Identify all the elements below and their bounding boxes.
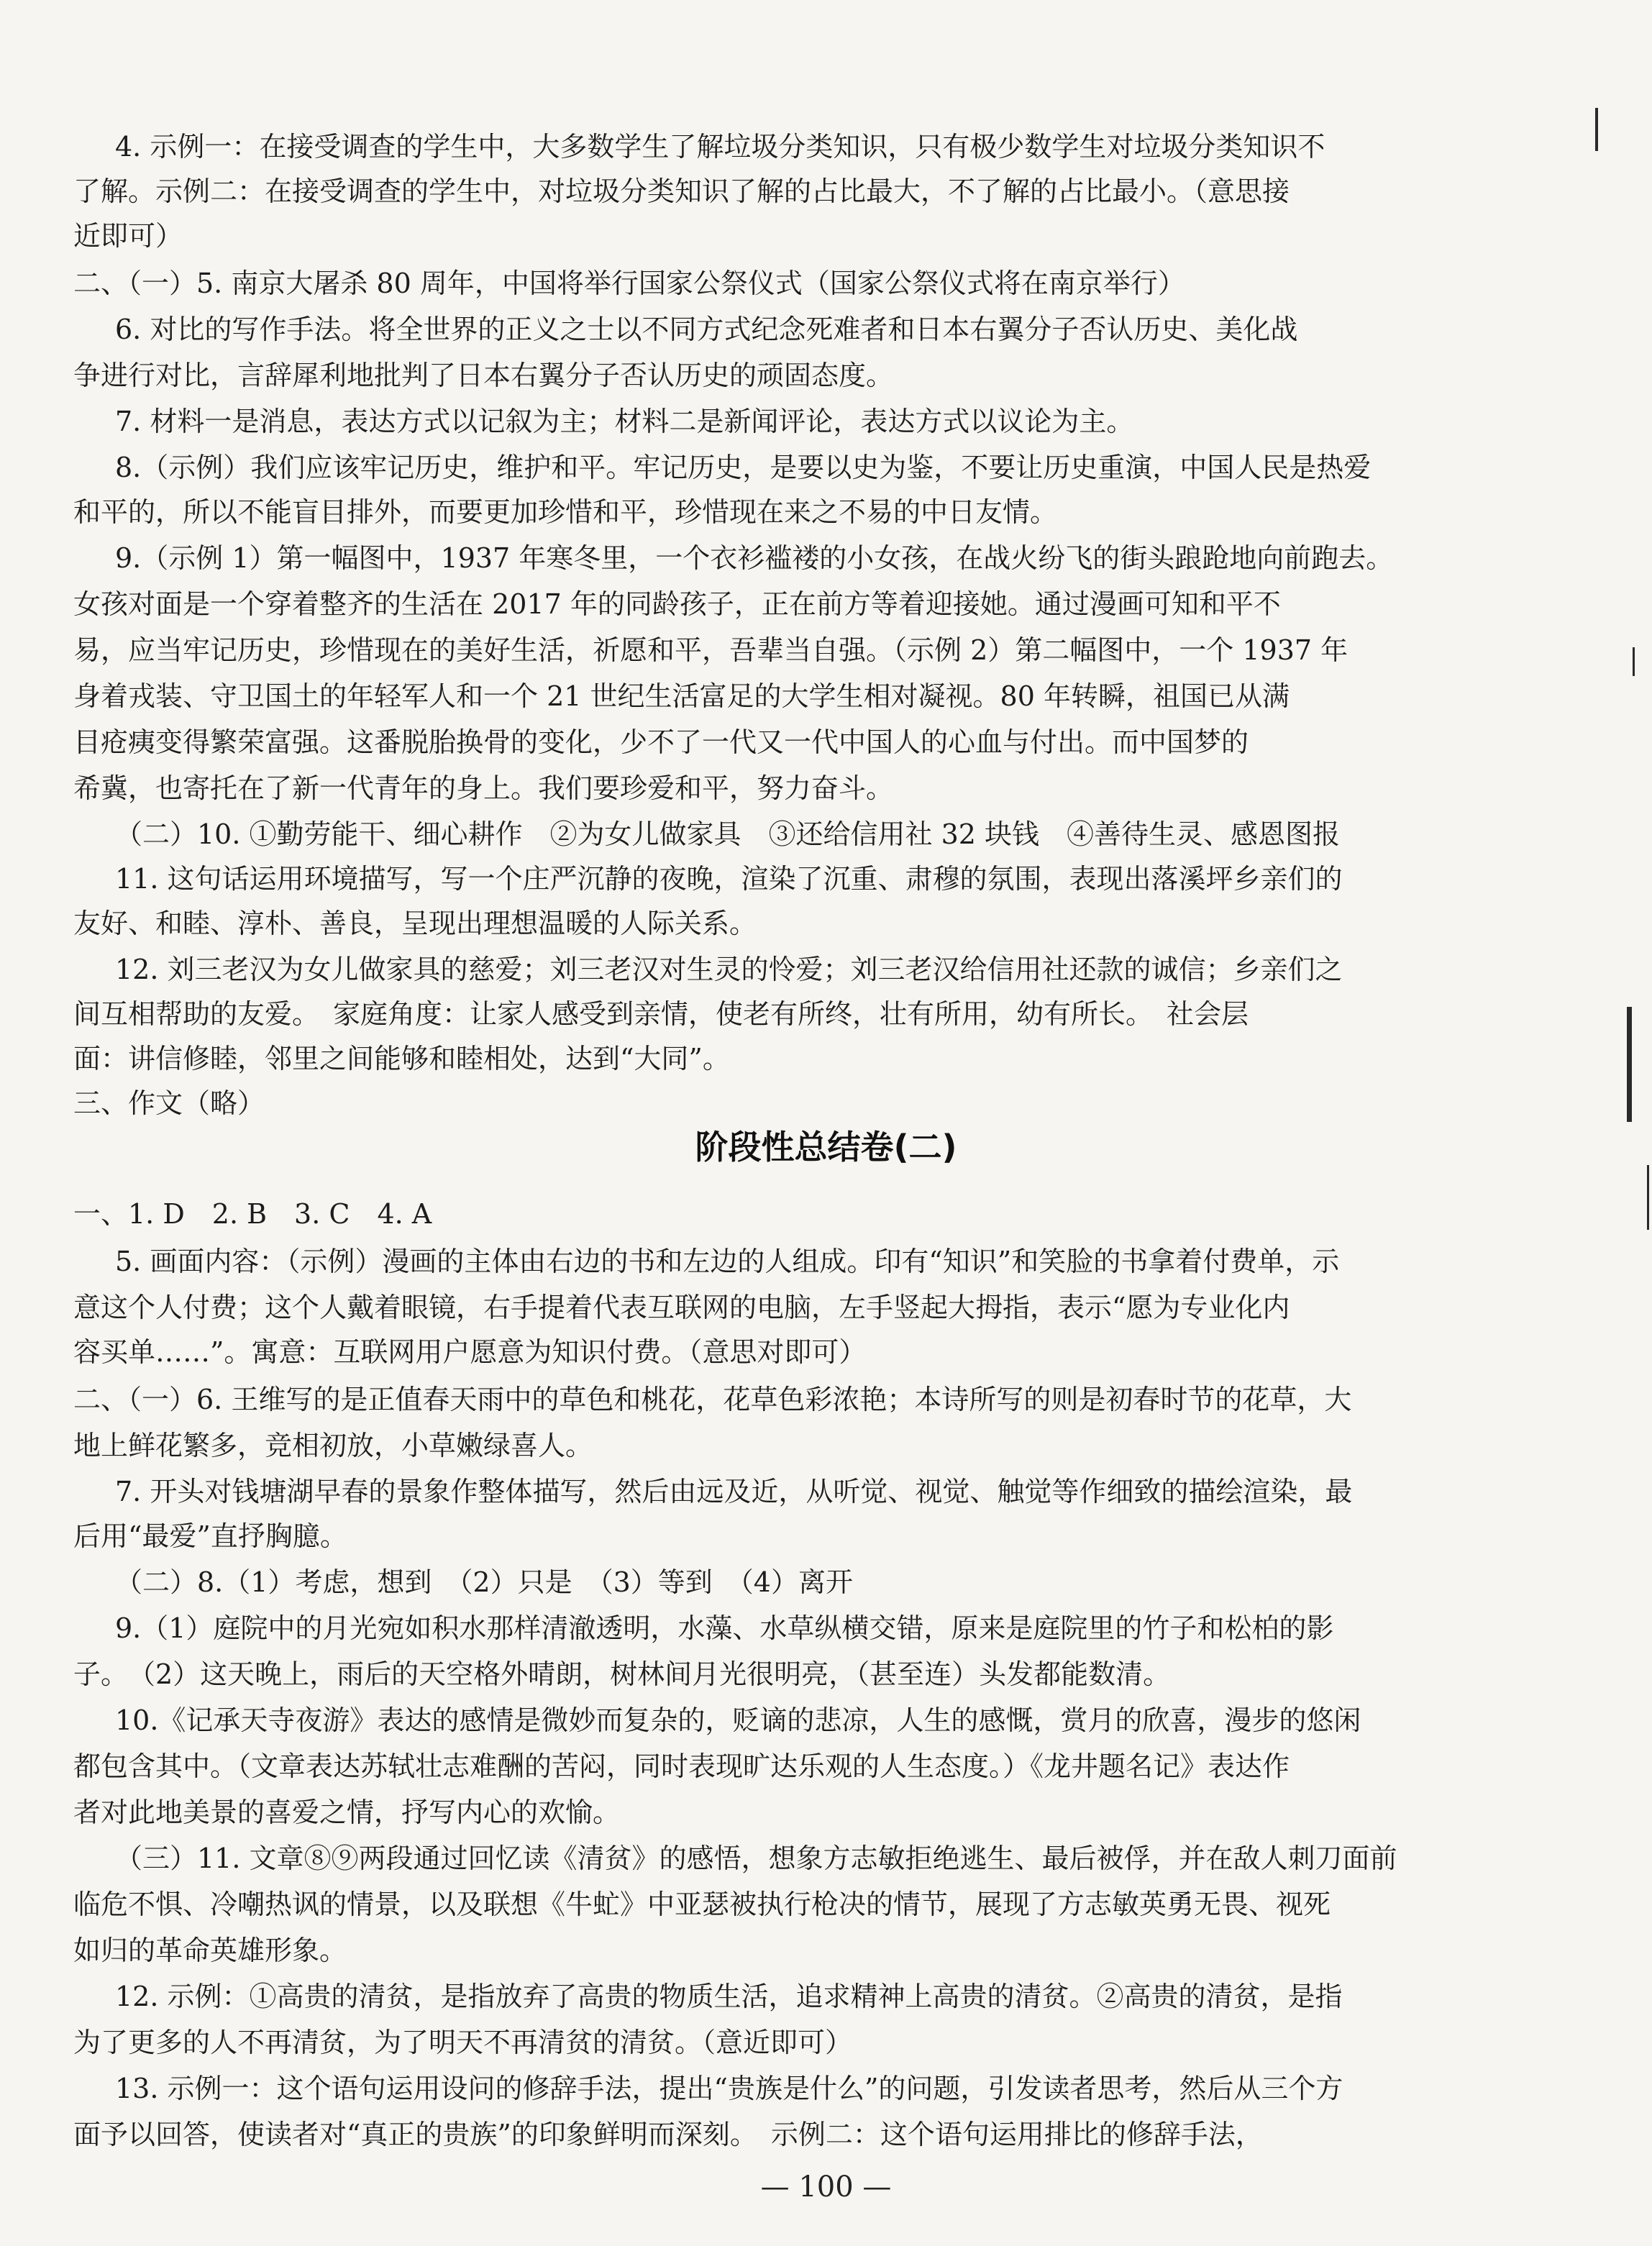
answer-line: 9.（1）庭院中的月光宛如积水那样清澈透明，水藻、水草纵横交错，原来是庭院里的竹子和松柏的影 xyxy=(115,1612,1334,1644)
answer-line: 二、（一）5. 南京大屠杀 80 周年，中国将举行国家公祭仪式（国家公祭仪式将在南京举行） xyxy=(73,268,1185,299)
answer-line: 了解。示例二：在接受调查的学生中，对垃圾分类知识了解的占比最大，不了解的占比最小。（意思接 xyxy=(73,175,1290,207)
answer-line: （二）8.（1）考虑，想到 （2）只是 （3）等到 （4）离开 xyxy=(115,1566,853,1598)
answer-line: 10.《记承天寺夜游》表达的感情是微妙而复杂的，贬谪的悲凉，人生的感慨，赏月的欣喜，漫步的悠闲 xyxy=(115,1704,1361,1736)
answer-line: 4. 示例一：在接受调查的学生中，大多数学生了解垃圾分类知识，只有极少数学生对垃圾分类知识不 xyxy=(115,131,1325,163)
answer-line: 近即可） xyxy=(73,220,183,252)
answer-line: 争进行对比，言辞犀利地批判了日本右翼分子否认历史的顽固态度。 xyxy=(73,360,894,391)
answer-line: 11. 这句话运用环境描写，写一个庄严沉静的夜晚，渲染了沉重、肃穆的氛围，表现出落溪坪乡亲们的 xyxy=(115,863,1343,895)
page-number: — 100 — xyxy=(760,2170,892,2204)
answer-line: 和平的，所以不能盲目排外，而要更加珍惜和平，珍惜现在来之不易的中日友情。 xyxy=(73,496,1058,528)
answer-line: 希冀，也寄托在了新一代青年的身上。我们要珍爱和平，努力奋斗。 xyxy=(73,772,894,804)
answer-line: 易，应当牢记历史，珍惜现在的美好生活，祈愿和平，吾辈当自强。（示例 2）第二幅图中，一个 1937 年 xyxy=(73,634,1348,666)
answer-line: 13. 示例一：这个语句运用设问的修辞手法，提出“贵族是什么”的问题，引发读者思考，然后从三个方 xyxy=(115,2073,1343,2104)
answer-line: 12. 示例：①高贵的清贫，是指放弃了高贵的物质生活，追求精神上高贵的清贫。②高贵的清贫，是指 xyxy=(115,1981,1343,2012)
answer-line: 三、作文（略） xyxy=(73,1087,265,1119)
answer-line: 9.（示例 1）第一幅图中，1937 年寒冬里，一个衣衫褴褛的小女孩，在战火纷飞的街头踉跄地向前跑去。 xyxy=(115,542,1394,574)
answer-line: 二、（一）6. 王维写的是正值春天雨中的草色和桃花，花草色彩浓艳；本诗所写的则是初春时节的花草，大 xyxy=(73,1384,1352,1415)
answer-line: 地上鲜花繁多，竞相初放，小草嫩绿喜人。 xyxy=(73,1430,593,1461)
answer-line: 如归的革命英雄形象。 xyxy=(73,1935,347,1966)
scan-mark xyxy=(1633,647,1635,676)
answer-line: 面予以回答，使读者对“真正的贵族”的印象鲜明而深刻。 示例二：这个语句运用排比的修辞手法， xyxy=(73,2119,1263,2150)
answer-line: 6. 对比的写作手法。将全世界的正义之士以不同方式纪念死难者和日本右翼分子否认历史、美化战 xyxy=(115,314,1298,345)
answer-line: 子。 （2）这天晚上，雨后的天空格外晴朗，树林间月光很明亮，（甚至连）头发都能数清。 xyxy=(73,1658,1171,1690)
answer-line: 者对此地美景的喜爱之情，抒写内心的欢愉。 xyxy=(73,1797,621,1828)
answer-line: 间互相帮助的友爱。 家庭角度：让家人感受到亲情，使老有所终，壮有所用，幼有所长。 社会层 xyxy=(73,998,1249,1030)
answer-line: 一、1. D 2. B 3. C 4. A xyxy=(73,1198,432,1230)
scan-mark xyxy=(1627,1007,1632,1122)
answer-line: 面：讲信修睦，邻里之间能够和睦相处，达到“大同”。 xyxy=(73,1043,730,1074)
answer-line: 友好、和睦、淳朴、善良，呈现出理想温暖的人际关系。 xyxy=(73,908,757,939)
answer-line: （三）11. 文章⑧⑨两段通过回忆读《清贫》的感悟，想象方志敏拒绝逃生、最后被俘，并在敌人刺刀面前 xyxy=(115,1843,1397,1874)
section-title: 阶段性总结卷(二) xyxy=(695,1128,957,1167)
answer-line: 为了更多的人不再清贫，为了明天不再清贫的清贫。（意近即可） xyxy=(73,2027,853,2058)
answer-line: 意这个人付费；这个人戴着眼镜，右手提着代表互联网的电脑，左手竖起大拇指，表示“愿为专业化内 xyxy=(73,1292,1290,1323)
scan-mark xyxy=(1595,108,1598,151)
answer-line: 后用“最爱”直抒胸臆。 xyxy=(73,1520,347,1552)
answer-line: 5. 画面内容：（示例）漫画的主体由右边的书和左边的人组成。印有“知识”和笑脸的书拿着付费单，示 xyxy=(115,1246,1340,1277)
scan-mark xyxy=(1647,1165,1649,1230)
answer-line: 目疮痍变得繁荣富强。这番脱胎换骨的变化，少不了一代又一代中国人的心血与付出。而中国梦的 xyxy=(73,726,1249,758)
answer-line: 12. 刘三老汉为女儿做家具的慈爱；刘三老汉对生灵的怜爱；刘三老汉给信用社还款的诚信；乡亲们之 xyxy=(115,954,1343,985)
answer-line: 身着戎装、守卫国土的年轻军人和一个 21 世纪生活富足的大学生相对凝视。80 年转瞬，祖国已从满 xyxy=(73,680,1290,712)
answer-line: 临危不惧、冷嘲热讽的情景，以及联想《牛虻》中亚瑟被执行枪决的情节，展现了方志敏英勇无畏、视死 xyxy=(73,1889,1331,1920)
answer-line: 7. 材料一是消息，表达方式以记叙为主；材料二是新闻评论，表达方式以议论为主。 xyxy=(115,406,1134,437)
answer-line: 都包含其中。（文章表达苏轼壮志难酬的苦闷，同时表现旷达乐观的人生态度。）《龙井题名记》表达作 xyxy=(73,1750,1290,1782)
answer-line: 8.（示例）我们应该牢记历史，维护和平。牢记历史，是要以史为鉴，不要让历史重演，中国人民是热爱 xyxy=(115,452,1372,483)
answer-line: 容买单……”。寓意：互联网用户愿意为知识付费。（意思对即可） xyxy=(73,1336,867,1368)
answer-line: （二）10. ①勤劳能干、细心耕作 ②为女儿做家具 ③还给信用社 32 块钱 ④善待生灵、感恩图报 xyxy=(115,818,1341,850)
answer-line: 7. 开头对钱塘湖早春的景象作整体描写，然后由远及近，从听觉、视觉、触觉等作细致的描绘渲染，最 xyxy=(115,1476,1353,1507)
answer-line: 女孩对面是一个穿着整齐的生活在 2017 年的同龄孩子，正在前方等着迎接她。通过漫画可知和平不 xyxy=(73,588,1281,620)
